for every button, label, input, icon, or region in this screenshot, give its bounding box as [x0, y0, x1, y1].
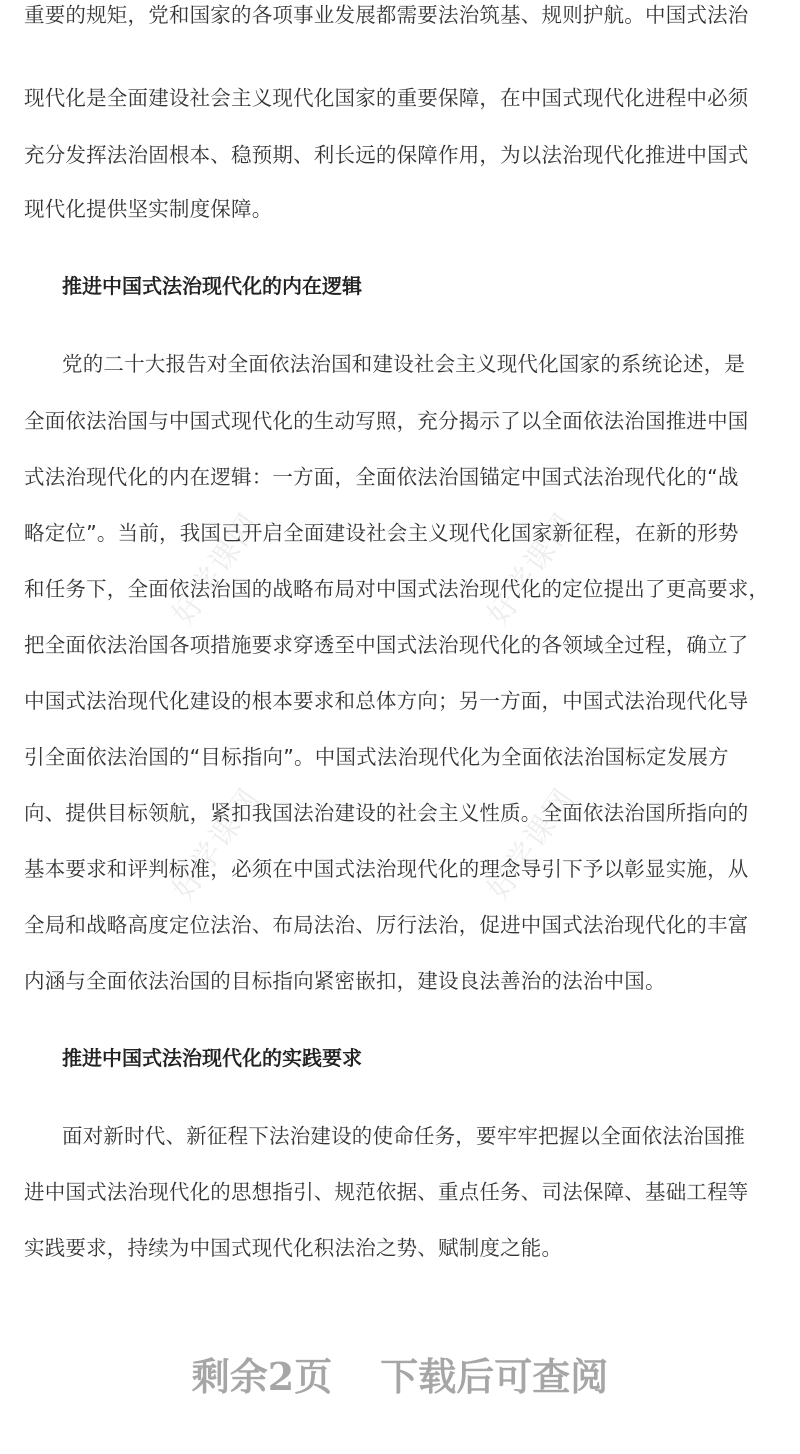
paragraph-line: 和任务下，全面依法治国的战略布局对中国式法治现代化的定位提出了更高要求， [24, 577, 770, 601]
paragraph-line: 党的二十大报告对全面依法治国和建设社会主义现代化国家的系统论述，是 [62, 352, 746, 376]
paragraph-line: 把全面依法治国各项措施要求穿透至中国式法治现代化的各领域全过程，确立了 [24, 633, 749, 657]
paragraph-line: 引全面依法治国的“目标指向”。中国式法治现代化为全面依法治国标定发展方 [24, 745, 729, 769]
paragraph-line: 略定位”。当前，我国已开启全面建设社会主义现代化国家新征程，在新的形势 [24, 521, 739, 545]
paragraph-line: 全面依法治国与中国式现代化的生动写照，充分揭示了以全面依法治国推进中国 [24, 409, 749, 433]
paragraph-line: 现代化是全面建设社会主义现代化国家的重要保障，在中国式现代化进程中必须 [24, 86, 749, 110]
watermark: 好学课网 [480, 506, 583, 632]
section-heading: 推进中国式法治现代化的内在逻辑 [62, 274, 362, 298]
remaining-pages-label: 剩余2页 [191, 1354, 333, 1399]
paragraph-line: 现代化提供坚实制度保障。 [24, 197, 273, 221]
paragraph-line: 全局和战略高度定位法治、布局法治、厉行法治，促进中国式法治现代化的丰富 [24, 913, 749, 937]
download-to-view-label[interactable]: 下载后可查阅 [380, 1354, 609, 1399]
paragraph-line: 充分发挥法治固根本、稳预期、利长远的保障作用，为以法治现代化推进中国式 [24, 143, 749, 167]
paragraph-line: 面对新时代、新征程下法治建设的使命任务，要牢牢把握以全面依法治国推 [62, 1124, 746, 1148]
download-prompt-banner[interactable] [0, 1352, 800, 1402]
watermark: 好学课网 [165, 506, 268, 632]
paragraph-line: 基本要求和评判标准，必须在中国式法治现代化的理念导引下予以彰显实施，从 [24, 857, 749, 881]
paragraph-line: 实践要求，持续为中国式现代化积法治之势、赋制度之能。 [24, 1236, 563, 1260]
section-heading: 推进中国式法治现代化的实践要求 [62, 1046, 362, 1070]
watermark: 好学课网 [165, 781, 268, 907]
paragraph-line: 内涵与全面依法治国的目标指向紧密嵌扣，建设良法善治的法治中国。 [24, 969, 666, 993]
watermark: 好学课网 [480, 781, 583, 907]
paragraph-line: 进中国式法治现代化的思想指引、规范依据、重点任务、司法保障、基础工程等 [24, 1180, 749, 1204]
paragraph-line: 重要的规矩，党和国家的各项事业发展都需要法治筑基、规则护航。中国式法治 [24, 3, 749, 27]
paragraph-line: 中国式法治现代化建设的根本要求和总体方向；另一方面，中国式法治现代化导 [24, 689, 749, 713]
paragraph-line: 式法治现代化的内在逻辑：一方面，全面依法治国锚定中国式法治现代化的“战 [24, 465, 739, 489]
paragraph-line: 向、提供目标领航，紧扣我国法治建设的社会主义性质。全面依法治国所指向的 [24, 801, 749, 825]
